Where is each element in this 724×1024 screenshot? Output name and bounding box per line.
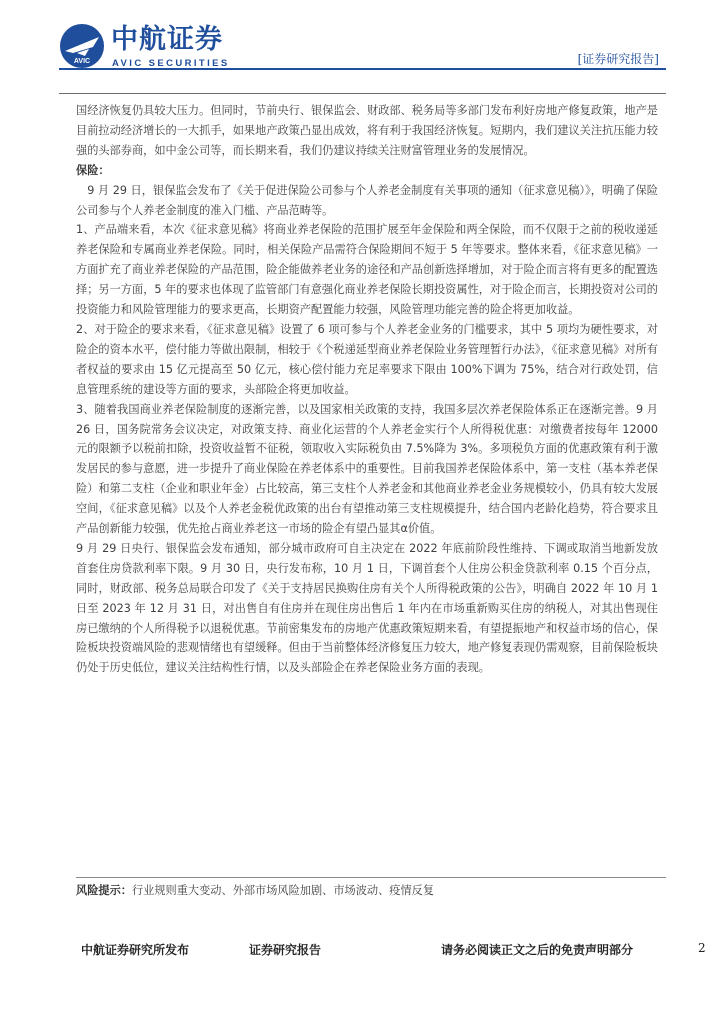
paragraph-product-side: 1、产品端来看，本次《征求意见稿》将商业养老保险的范围扩展至年金保险和两全保险，而不仅限于之前的税收递延养老保险和专属商业养老保险。同时，相关保险产品需符合保险期间不短于 5 年等要求。整体来看，《征求意见稿》一方面扩充了商业养老保险的产品范围，险企能做养老业务的途径和产品创新选择增加，对于险企而言将有更多的配置选择；另一方面，5 年的要求也体现了监管部门有意强化商业养老保险长期投资属性，对于险企而言，长期投资对公司的投资能力和风险管理能力的要求更高，长期资产配置能力较强，风险管理功能完善的险企将更加收益。 (76, 223, 658, 317)
content-top-divider (59, 93, 666, 94)
section-heading-insurance: 保险： (76, 163, 110, 177)
paragraph-property-policy: 9 月 29 日央行、银保监会发布通知，部分城市政府可自主决定在 2022 年底前阶段性维持、下调或取消当地新发放首套住房贷款利率下限。9 月 30 日，央行发布称，10 月 1 日，下调首套个人住房公积金贷款利率 0.15 个百分点，同时，财政部、税务总局联合印发了《关于支持居民换购住房有关个人所得税政策的公告》，明确自 2022 年 10 月 1 日至 2023 年 12 月 31 日，对出售自有住房并在现住房出售后 1 年内在市场重新购买住房的纳税人，对其出售现住房已缴纳的个人所得税予以退税优惠。节前密集发布的房地产优惠政策短期来看，有望提振地产和权益市场的信心，保险板块投资端风险的悲观情绪也有望缓释。但由于当前整体经济修复压力较大，地产修复表现仍需观察，目前保险板块仍处于历史低位，建议关注结构性行情，以及头部险企在养老保险业务方面的表现。 (76, 541, 658, 675)
avic-emblem-icon (59, 23, 105, 69)
brand-name-cn: 中航证券 (111, 24, 223, 55)
header-divider (59, 68, 666, 70)
risk-divider (76, 877, 666, 878)
footer-report-type: 证券研究报告 (249, 943, 322, 957)
page-number: 2 (698, 941, 706, 955)
emblem-text: AVIC (73, 58, 91, 65)
report-type-tag: [证券研究报告] (577, 52, 659, 66)
paragraph-economy: 国经济恢复仍具较大压力。但同时，节前央行、银保监会、财政部、税务局等多部门发布利好房地产修复政策，地产是目前拉动经济增长的一大抓手，如果地产政策凸显出成效，将有利于我国经济恢复。短期内，我们建议关注抗压能力较强的头部券商，如中金公司等，而长期来看，我们仍建议持续关注财富管理业务的发展情况。 (76, 104, 658, 157)
risk-label: 风险提示： (76, 884, 132, 897)
report-body (76, 101, 658, 678)
footer-publisher: 中航证券研究所发布 (81, 943, 190, 957)
paragraph-pension-system: 3、随着我国商业养老保险制度的逐渐完善，以及国家相关政策的支持，我国多层次养老保险体系正在逐渐完善。9 月 26 日，国务院常务会议决定，对政策支持、商业化运营的个人养老金实行个人所得税优惠：对缴费者按每年 12000 元的限额予以税前扣除，投资收益暂不征税，领取收入实际税负由 7.5%降为 3%。多项税负方面的优惠政策有利于激发居民的参与意愿，进一步提升了商业保险在养老体系中的重要性。目前我国养老保险体系中，第一支柱（基本养老保险）和第二支柱（企业和职业年金）占比较高，第三支柱个人养老金和其他商业养老金业务规模较小，仍具有较大发展空间，《征求意见稿》以及个人养老金税优政策的出台有望推动第三支柱规模提升，结合国内老龄化趋势，符合要求且产品创新能力较强，优先抢占商业养老这一市场的险企有望凸显其α价值。 (76, 402, 658, 536)
brand-name-en: AVIC SECURITIES (112, 58, 230, 69)
paragraph-insurer-requirements: 2、对于险企的要求来看，《征求意见稿》设置了 6 项可参与个人养老金业务的门槛要求，其中 5 项均为硬性要求，对险企的资本水平，偿付能力等做出限制，相较于《个税递延型商业养老保险业务管理暂行办法》，《征求意见稿》对所有者权益的要求由 15 亿元提高至 50 亿元，核心偿付能力充足率要求下限由 100%下调为 75%，结合对行政处罚，信息管理系统的建设等方面的要求，头部险企将更加收益。 (76, 322, 658, 396)
risk-text: 行业规则重大变动、外部市场风险加剧、市场波动、疫情反复 (131, 884, 435, 897)
footer-disclaimer-note: 请务必阅读正文之后的免责声明部分 (441, 943, 634, 957)
risk-warning (76, 882, 434, 898)
paragraph-policy-notice: 9 月 29 日，银保监会发布了《关于促进保险公司参与个人养老金制度有关事项的通知（征求意见稿）》，明确了保险公司参与个人养老金制度的准入门槛、产品范畴等。 (76, 183, 658, 217)
